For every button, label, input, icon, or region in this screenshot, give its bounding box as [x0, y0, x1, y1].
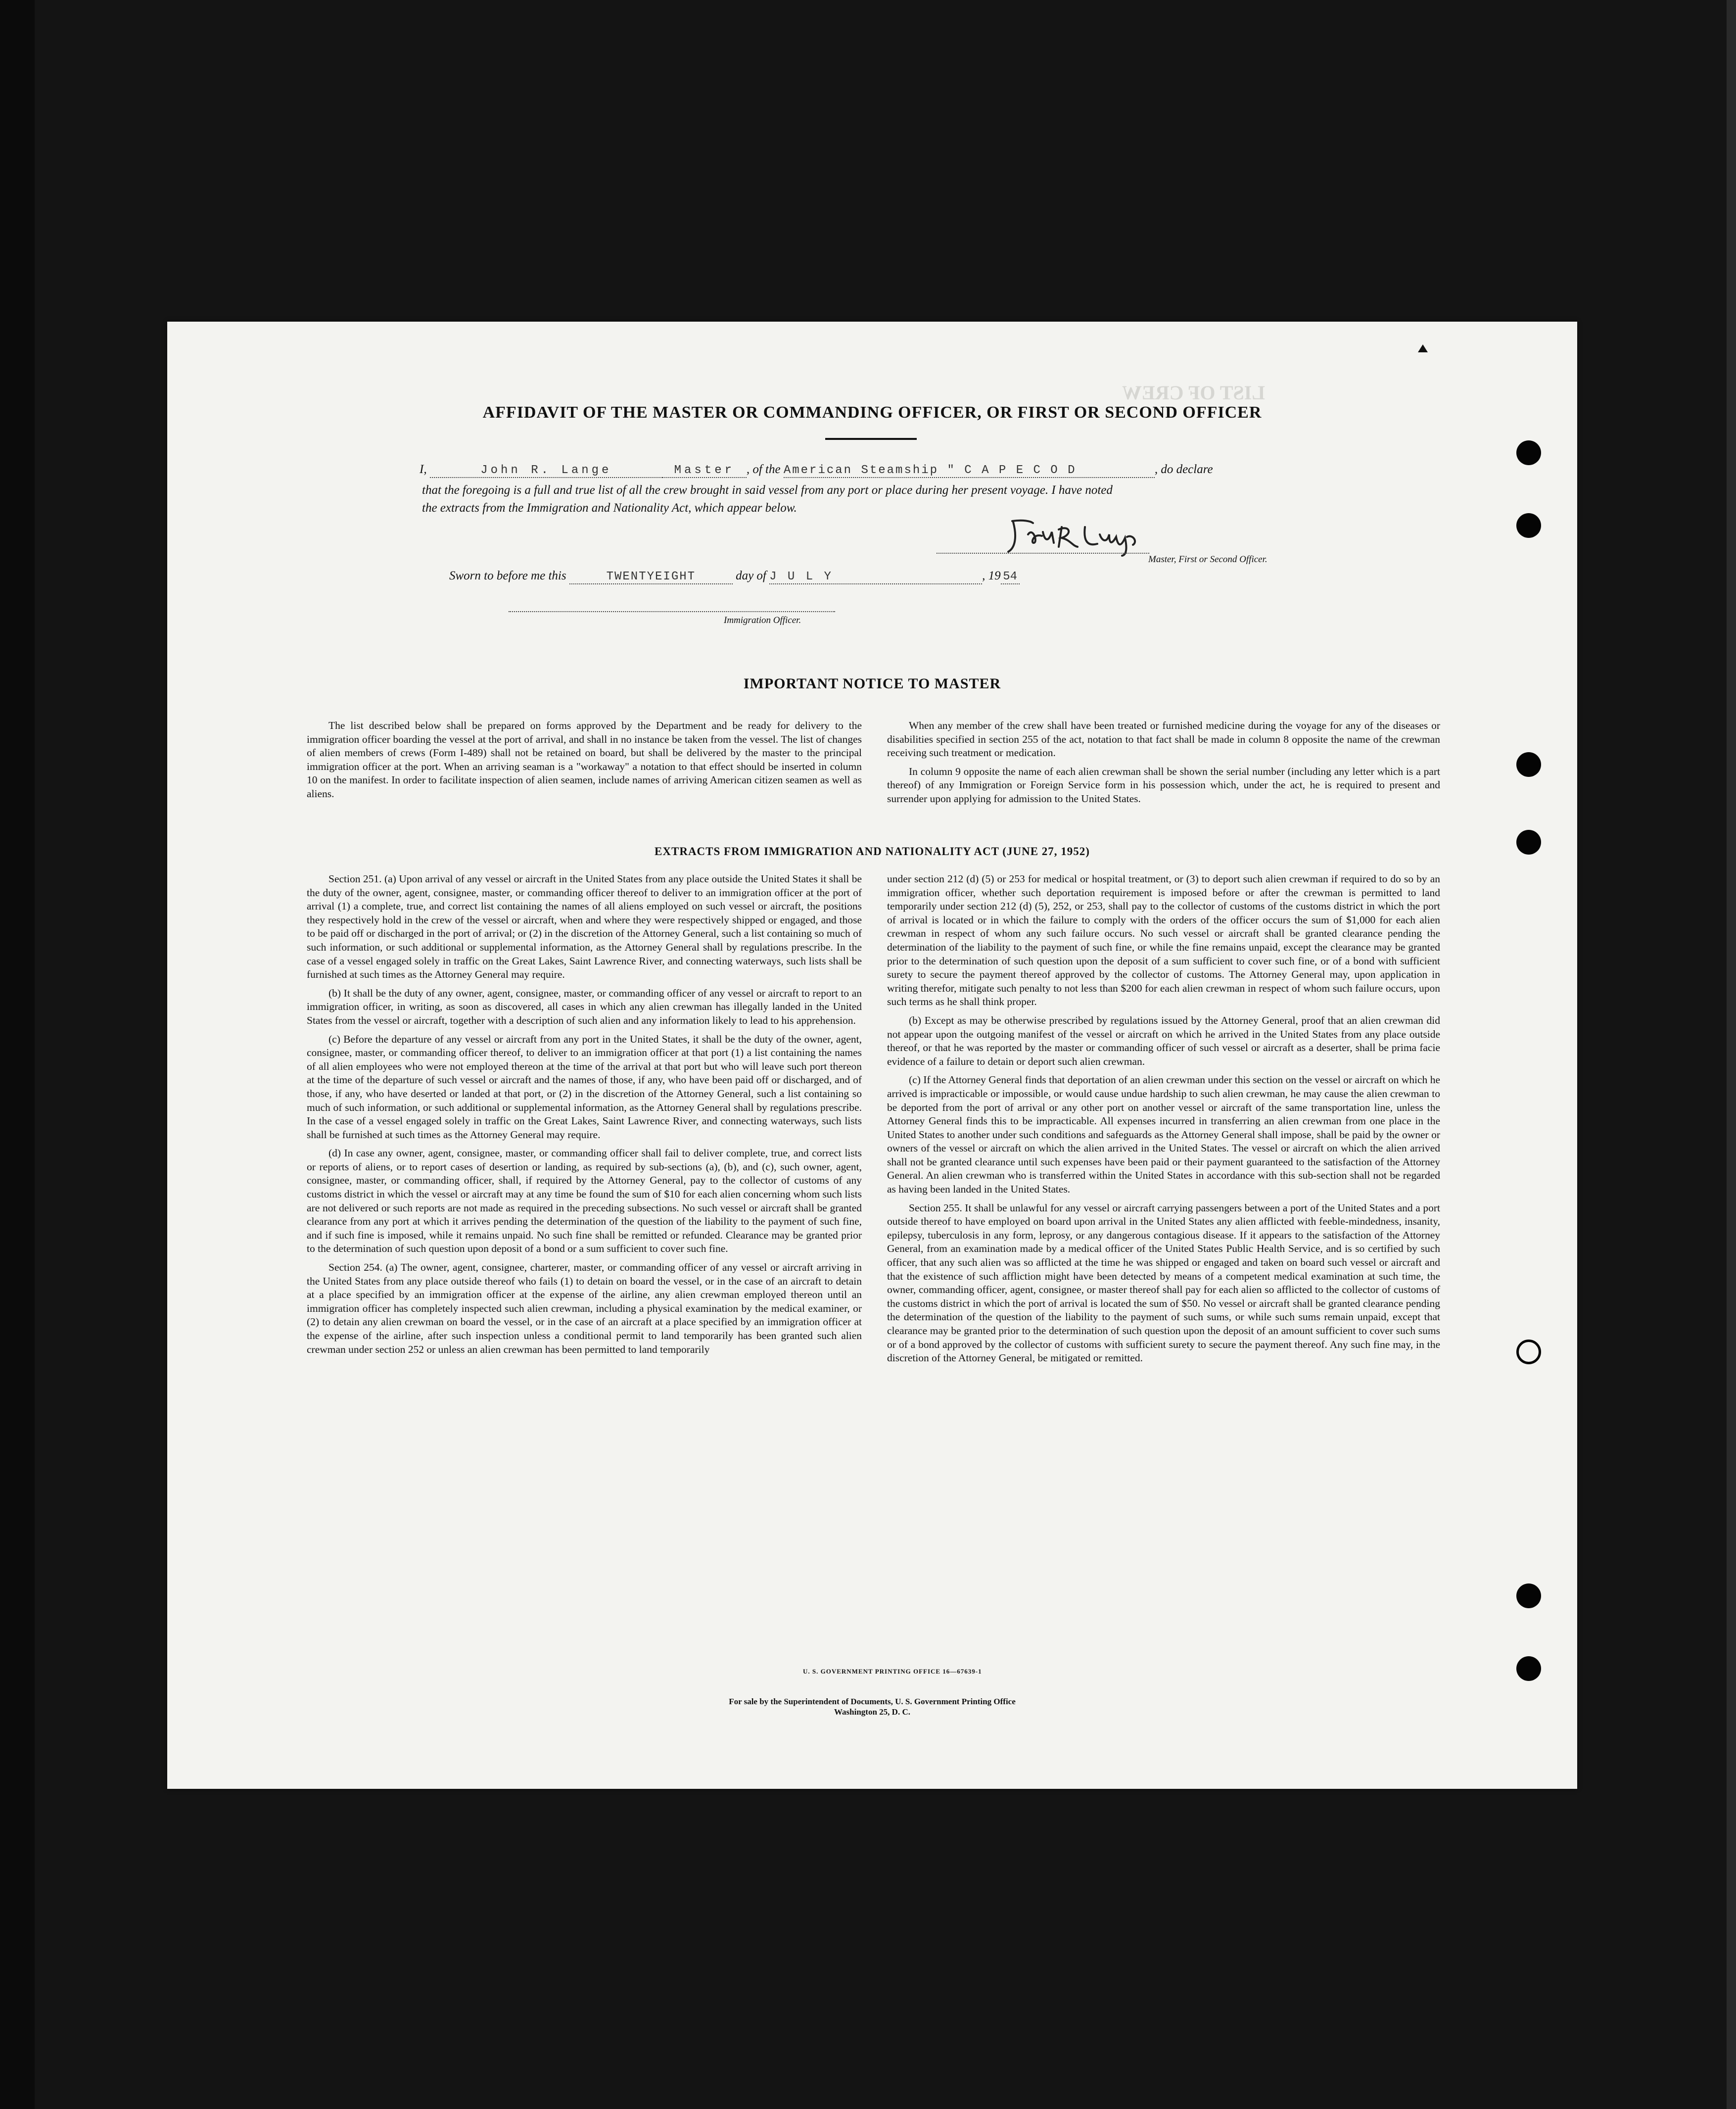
punch-hole [1516, 1340, 1541, 1364]
punch-hole [1516, 513, 1541, 538]
sale-line-2: Washington 25, D. C. [834, 1707, 910, 1717]
punch-hole [1516, 1583, 1541, 1608]
extract-paragraph: (d) In case any owner, agent, consignee, master, or commanding officer shall fail to deliver complete, true, and correct lists or reports of aliens, or to report cases of desertion or landing, as required by sub-sections (a), (b), and (c), such owner, agent, consignee, master, or commanding officer, shall, if required by the Attorney General, pay to the collector of customs of any customs district in which the vessel or aircraft may at any time be found the sum of $10 for each alien concerning whom such lists are not delivered or such reports are not made as required in the preceding subsections. No such vessel or aircraft shall be granted clearance from any port at which it arrives pending the determination of the question of the liability to the payment of such fine, and if such fine is imposed, while it remains unpaid. No such fine shall be remitted or refunded. Clearance may be granted prior to the determination of such question upon deposit of a bond or a sum sufficient to cover such fine. [307, 1147, 862, 1255]
extract-paragraph: (c) If the Attorney General finds that deportation of an alien crewman under this section on the vessel or aircraft on which he arrived is impracticable or impossible, or would cause undue hardship to such alien crewman, he may cause the alien crewman to be deported from the port of arrival or any other port on another vessel or aircraft of the same transportation line, unless the Attorney General finds this to be impracticable. All expenses incurred in transferring an alien crewman from one place in the United States to another under such conditions and safeguards as the Attorney General shall impose, shall be paid by the owner or owners of the vessel or aircraft on which the alien arrived in the United States. The vessel or aircraft on which the alien arrived shall not be granted clearance until such expenses have been paid or their payment guaranteed to the satisfaction of the Attorney General. An alien crewman who is transferred within the United States in accordance with this sub-section shall not be regarded as having been landed in the United States. [887, 1074, 1440, 1196]
punch-hole [1516, 830, 1541, 855]
sworn-day-field [569, 569, 733, 584]
immigration-officer-caption: Immigration Officer. [724, 615, 801, 625]
master-signature [1003, 512, 1147, 557]
extracts-title: EXTRACTS FROM IMMIGRATION AND NATIONALITY ACT (JUNE 27, 1952) [655, 845, 1090, 858]
signature-caption: Master, First or Second Officer. [1148, 554, 1267, 565]
sworn-year-field [1001, 569, 1020, 584]
sworn-month-field [769, 569, 982, 584]
extracts-right-column [887, 872, 1440, 1370]
sworn-year-value: 54 [1003, 570, 1018, 583]
extract-paragraph: (b) It shall be the duty of any owner, agent, consignee, master, or commanding officer of any vessel or aircraft to report to an immigration officer, in writing, as soon as discovered, all cases in which any alien crewman has illegally landed in the United States from the vessel or aircraft, together with a description of such alien and any information likely to lead to his apprehension. [307, 987, 862, 1026]
affidavit-page [167, 322, 1577, 1789]
do-declare-text: , do declare [1154, 463, 1213, 476]
title-rule [825, 438, 917, 440]
declaration-line-3: the extracts from the Immigration and Nationality Act, which appear below. [422, 501, 797, 515]
declaration-line-1 [420, 463, 1213, 478]
notice-paragraph: In column 9 opposite the name of each alien crewman shall be shown the serial number (including any letter which is a part thereof) of any Immigration or Foreign Service form in his possession which, under the act, he is required to present and surrender upon applying for admission to the United States. [887, 765, 1440, 805]
extract-paragraph: Section 251. (a) Upon arrival of any vessel or aircraft in the United States from any place outside the United States it shall be the duty of the owner, agent, consignee, master, or commanding officer thereof to deliver to an immigration officer at the port of arrival (1) a complete, true, and correct list containing the names of all aliens employed on such vessel or aircraft, the positions they respectively hold in the crew of the vessel or aircraft, when and where they were respectively shipped or engaged, and those to be paid off or discharged in the port of arrival; or (2) in the discretion of the Attorney General, such a list containing so much of such information, or such additional or supplemental information, as the Attorney General shall by regulations prescribe. In the case of a vessel engaged solely in traffic on the Great Lakes, Saint Lawrence River, and connecting waterways, such lists shall be furnished at such times as the Attorney General may require. [307, 873, 862, 981]
scanner-edge [1727, 0, 1736, 2109]
immigration-officer-line [509, 611, 835, 612]
sale-line-1: For sale by the Superintendent of Documents, U. S. Government Printing Office [729, 1697, 1016, 1706]
extract-paragraph: (c) Before the departure of any vessel or aircraft from any port in the United States, it shall be the duty of the owner, agent, consignee, master, or commanding officer thereof, to deliver to an immigration officer at that port (1) a list containing the names of all alien employees who were not employed thereon at the time of the arrival at that port but who will leave such port thereon at the time of the departure of such vessel or aircraft and the names of those, if any, who have been paid off or discharged, and of those, if any, who have deserted or landed at that port, or (2) in the discretion of the Attorney General, such a list containing so much of such information, or such additional or supplemental information, as the Attorney General shall by regulations prescribe. In the case of a vessel engaged solely in traffic on the Great Lakes, Saint Lawrence River, and connecting waterways, such lists shall be furnished at such times as the Attorney General may require. [307, 1033, 862, 1141]
sworn-day-value: TWENTYEIGHT [606, 570, 696, 583]
of-the-text: , of the [746, 463, 781, 476]
punch-hole [1516, 752, 1541, 777]
day-of-text: day of [736, 569, 766, 582]
master-name-value: John R. Lange [480, 464, 612, 477]
extract-paragraph: (b) Except as may be otherwise prescribed by regulations issued by the Attorney General, proof that an alien crewman did not appear upon the outgoing manifest of the vessel or aircraft on which he arrived in the United States from any place outside thereof, or that he was reported by the master or commanding officer of such vessel or aircraft as a deserter, shall be prima facie evidence of a failure to detain or deport such alien crewman. [887, 1014, 1440, 1067]
extract-paragraph: under section 212 (d) (5) or 253 for medical or hospital treatment, or (3) to deport such alien crewman if required to do so by an immigration officer, whether such deportation requirement is imposed before or after the crewman is permitted to land temporarily under section 212 (d) (5), 252, or 253, shall pay to the collector of customs of the customs district in which the port of arrival is located or in which the failure to comply with the orders of the officer occurs the sum of $1,000 for each alien crewman in respect of whom any such failure occurs. No such vessel or aircraft shall be granted clearance pending the determination of the liability to the payment of such fine, or while the fine remains unpaid, except the clearance may be granted prior to the determination of such question upon the deposit of a sum sufficient to cover such fine, or of a bond with sufficient surety to secure the payment thereof approved by the collector of customs. The Attorney General may, upon application in writing therefor, mitigate such penalty to not less than $200 for each alien crewman in respect of whom such failure occurs, upon such terms as he shall think proper. [887, 873, 1440, 1008]
extracts-left-column [307, 872, 862, 1361]
punch-hole [1516, 1656, 1541, 1681]
notice-left-column [307, 719, 862, 806]
extract-paragraph: Section 255. It shall be unlawful for any vessel or aircraft carrying passengers between a port of the United States and a port outside thereof to have employed on board upon arrival in the United States any alien afflicted with feeble-mindedness, insanity, epilepsy, tuberculosis in any form, leprosy, or any dangerous contagious disease. If it appears to the satisfaction of the Attorney General, from an examination made by a medical officer of the United States Public Health Service, and is so certified by such officer, that any such alien was so afflicted at the time he was shipped or engaged and taken on board such vessel or aircraft and that the existence of such affliction might have been detected by means of a competent medical examination at such time, the owner, commanding officer, agent, consignee, or master thereof shall pay for each alien so afflicted to the collector of customs of the customs district in which the port of arrival is located the sum of $50. No vessel or aircraft shall be granted clearance pending the determination of the question of the liability to the payment of such sums, or while such sums remain unpaid, except that clearance may be granted prior to the determination of such question upon the deposit of an amount sufficient to cover such sums or of a bond approved by the collector of customs with sufficient surety to secure the payment thereof. Any such fine may, in the discretion of the Attorney General, be mitigated or remitted. [887, 1201, 1440, 1364]
signature-line [937, 553, 1149, 554]
declaration-prefix: I, [420, 463, 427, 476]
year-prefix: , 19 [982, 569, 1001, 582]
vessel-name-value: American Steamship " C A P E C O D [783, 464, 1077, 477]
notice-paragraph: When any member of the crew shall have been treated or furnished medicine during the voyage for any of the diseases or disabilities specified in section 255 of the act, notation to that fact shall be made in column 8 opposite the name of the crewman receiving such treatment or medication. [887, 719, 1440, 759]
affidavit-title: AFFIDAVIT OF THE MASTER OR COMMANDING OFFICER, OR FIRST OR SECOND OFFICER [482, 403, 1262, 422]
declaration-line-2: that the foregoing is a full and true list of all the crew brought in said vessel from any port or place during her present voyage. I have noted [422, 483, 1113, 497]
sworn-line [449, 569, 1020, 584]
notice-paragraph: The list described below shall be prepared on forms approved by the Department and be ready for delivery to the immigration officer boarding the vessel at the port of arrival, and shall in no instance be taken from the vessel. The list of changes of alien members of crews (Form I-489) shall not be retained on board, but shall be delivered by the master to the principal immigration officer at the port. When an arriving seaman is a "workaway" a notation to that effect should be inserted in column 10 on the manifest. In order to facilitate inspection of alien seamen, include names of arriving American citizen seamen as well as aliens. [307, 719, 862, 800]
notice-right-column [887, 719, 1440, 811]
sworn-prefix: Sworn to before me this [449, 569, 566, 582]
punch-hole [1516, 440, 1541, 465]
notice-title: IMPORTANT NOTICE TO MASTER [743, 675, 1001, 692]
gpo-imprint: U. S. GOVERNMENT PRINTING OFFICE 16—67639-1 [803, 1668, 982, 1675]
sale-notice [167, 1696, 1577, 1717]
sworn-month-value: J U L Y [769, 570, 833, 583]
master-name-field [430, 463, 662, 478]
master-title-value: Master [674, 464, 735, 477]
master-title-field [662, 463, 747, 478]
vessel-name-field [784, 463, 1155, 478]
corner-mark-icon [1418, 344, 1428, 352]
bleed-through-text: LIST OF CREW [1122, 382, 1265, 404]
extract-paragraph: Section 254. (a) The owner, agent, consignee, charterer, master, or commanding officer of any vessel or aircraft arriving in the United States from any place outside thereof who fails (1) to detain on board the vessel, or in the case of an aircraft to detain at a place specified by an immigration officer at the expense of the airline, any alien crewman employed thereon until an immigration officer has completely inspected such alien crewman, including a physical examination by the medical examiner, or (2) to detain any alien crewman on board the vessel, or in the case of an aircraft at a place specified by an immigration officer at the expense of the airline, after such inspection unless a conditional permit to land temporarily has been granted such alien crewman under section 252 or unless an alien crewman has been permitted to land temporarily [307, 1261, 862, 1355]
